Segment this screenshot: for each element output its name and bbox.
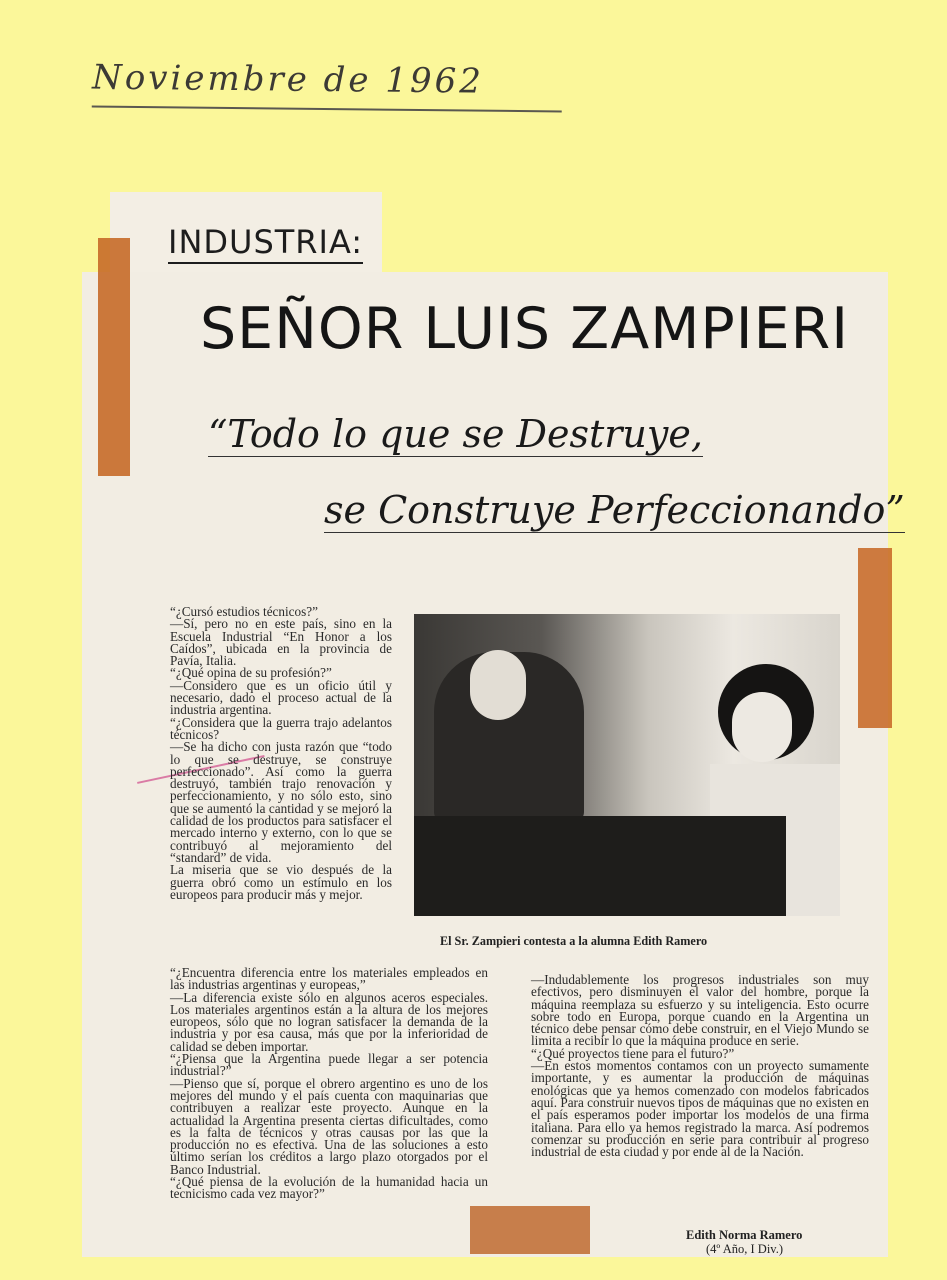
paragraph: “¿Considera que la guerra trajo adelantos técnicos? [170,714,392,742]
photo-caption: El Sr. Zampieri contesta a la alumna Edith Ramero [440,934,708,948]
author-name: Edith Norma Ramero [686,1228,803,1242]
paragraph: —La diferencia existe sólo en algunos aceros especiales. Los materiales argentinos están a la altura de los mejores europeos, sólo que no logran satisfacer la demanda de la industria y por esa causa, más que por la inferioridad de calidad se deben importar. [170,989,488,1054]
paragraph: —Considero que es un oficio útil y necesario, dado el proceso actual de la industria argentina. [170,677,392,718]
article-column-2 [170,967,488,1201]
section-label: INDUSTRIA: [168,222,363,264]
tape-right [858,548,892,728]
paragraph: “¿Qué proyectos tiene para el futuro?” [531,1045,735,1061]
handwritten-date: Noviembre de 1962 [92,56,563,113]
paragraph: “¿Cursó estudios técnicos?” [170,604,318,619]
pull-quote-line-2: se Construye Perfeccionando” [324,488,905,532]
paragraph: “¿Qué piensa de la evolución de la humanidad hacia un tecnicismo cada vez mayor?” [170,1174,488,1202]
photo-desk [414,816,786,916]
paragraph: La miseria que se vio después de la guerra obró como un estímulo en los europeos para producir más y mejor. [170,862,392,902]
pull-quote-line-1: “Todo lo que se Destruye, [208,412,703,456]
interview-photo [414,614,840,916]
paragraph: —En estos momentos contamos con un proyecto sumamente importante, y es aumentar la producción de máquinas enológicas que ya hemos comenzado con modelos fabricados aquí. Para construir nuevos tipos de máquinas que no existen en el país esperamos poder importar los modelos de una firma italiana. Para ello ya hemos registrado la marca. Así podremos comenzar su producción en serie para contribuir al progreso industrial de esta ciudad y por ende al de la Nación. [531,1058,869,1160]
tape-bottom [470,1206,590,1254]
paragraph: —Pienso que sí, porque el obrero argentino es uno de los mejores del mundo y el país cuenta con maquinarias que contribuyen a realizar este proyecto. Aunque en la actualidad la Argentina presenta ciertas dificultades, como es la falta de técnicos y otras causas por las que la producción no es efectiva. Una de las soluciones a esto último serían los créditos a largo plazo otorgados por el Banco Industrial. [170,1075,488,1177]
headline: SEÑOR LUIS ZAMPIERI [200,296,850,362]
paragraph: —Se ha dicho con justa razón que “todo lo que se destruye, se construye perfeccionado”. Así como la guerra destruyó, también trajo renovación y perfeccionamiento, y no sólo esto, sino que se aumentó la cantidad y se mejoró la calidad de los productos para satisfacer el mercado interno y externo, con lo que se contribuyó al mejoramiento del “standard” de vida. [170,739,392,865]
article-column-1 [170,606,392,901]
photo-woman-face [732,692,792,762]
paragraph: —Sí, pero no en este país, sino en la Escuela Industrial “En Honor a los Caídos”, ubicada en la provincia de Pavía, Italia. [170,616,392,669]
tape-left [98,238,130,476]
paragraph: “¿Encuentra diferencia entre los materiales empleados en las industrias argentinas y europeas,” [170,965,488,993]
paragraph: “¿Piensa que la Argentina puede llegar a ser potencia industrial?” [170,1051,488,1079]
photo-man-face [470,650,526,720]
article-column-3 [531,974,869,1158]
author-class: (4º Año, I Div.) [706,1242,784,1256]
paragraph: “¿Qué opina de su profesión?” [170,665,332,681]
paragraph: —Indudablemente los progresos industriales son muy efectivos, pero disminuyen el valor del hombre, porque la máquina reemplaza su esfuerzo y su inteligencia. Esto ocurre sobre todo en Europa, porque cuando en la Argentina un técnico debe pensar cómo debe construir, en el Viejo Mundo se limita a recibir lo que la máquina produce en serie. [531,972,869,1049]
